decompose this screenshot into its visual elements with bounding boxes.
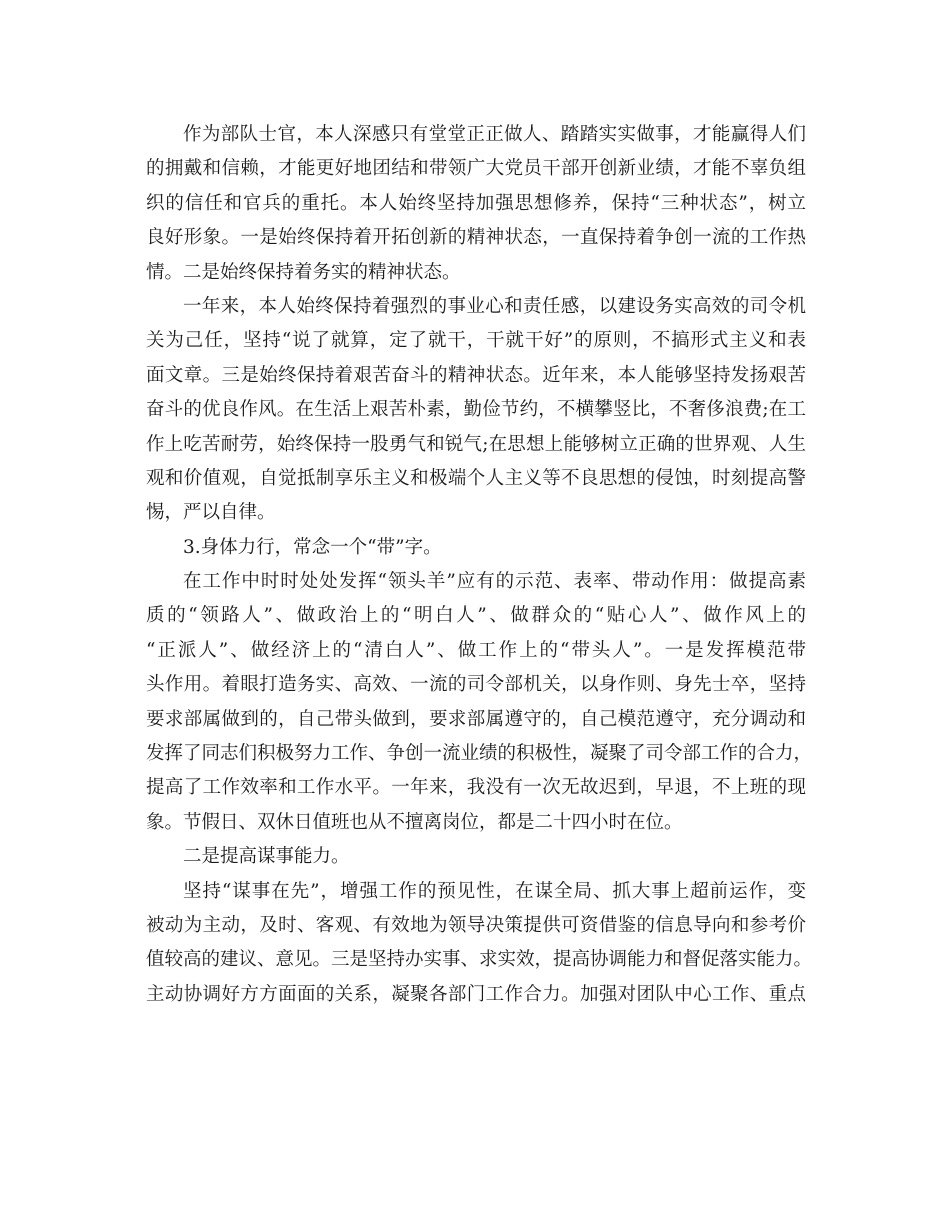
document-body [146,118,813,1012]
text-line: 的拥戴和信赖，才能更好地团结和带领广大党员干部开创新业绩，才能不辜负组 [146,158,806,180]
text-line: “正派人”、做经济上的“清白人”、做工作上的“带头人”。一是发挥模范带 [146,639,806,661]
text-line: 观和价值观，自觉抵制享乐主义和极端个人主义等不良思想的侵蚀，时刻提高警 [146,467,806,489]
text-line: 作上吃苦耐劳，始终保持一股勇气和锐气;在思想上能够树立正确的世界观、人生 [146,433,806,455]
text-line: 3.身体力行，常念一个“带”字。 [183,536,442,558]
text-line: 在工作中时时处处发挥“领头羊”应有的示范、表率、带动作用：做提高素 [183,571,806,593]
text-line: 质的“领路人”、做政治上的“明白人”、做群众的“贴心人”、做作风上的 [146,605,806,627]
text-line: 织的信任和官兵的重托。本人始终坚持加强思想修养，保持“三种状态”，树立 [146,192,806,214]
text-line: 一年来，本人始终保持着强烈的事业心和责任感，以建设务实高效的司令机 [183,295,806,317]
text-line: 值较高的建议、意见。三是坚持办实事、求实效，提高协调能力和督促落实能力。 [146,949,813,971]
text-line: 二是提高谋事能力。 [183,846,350,868]
text-line: 良好形象。一是始终保持着开拓创新的精神状态，一直保持着争创一流的工作热 [146,227,806,249]
text-line: 头作用。着眼打造务实、高效、一流的司令部机关，以身作则、身先士卒，坚持 [146,674,806,696]
text-line: 提高了工作效率和工作水平。一年来，我没有一次无故迟到，早退，不上班的现 [146,777,806,799]
text-line: 发挥了同志们积极努力工作、争创一流业绩的积极性，凝聚了司令部工作的合力， [146,743,813,765]
text-line: 主动协调好方方面面的关系，凝聚各部门工作合力。加强对团队中心工作、重点 [146,983,806,1005]
text-line: 情。二是始终保持着务实的精神状态。 [146,261,461,283]
text-line: 作为部队士官，本人深感只有堂堂正正做人、踏踏实实做事，才能赢得人们 [183,124,806,145]
text-line: 坚持“谋事在先”，增强工作的预见性，在谋全局、抓大事上超前运作，变 [183,880,806,902]
text-line: 要求部属做到的，自己带头做到，要求部属遵守的，自己模范遵守，充分调动和 [146,708,806,730]
text-line: 被动为主动，及时、客观、有效地为领导决策提供可资借鉴的信息导向和参考价 [146,914,806,936]
text-line: 面文章。三是始终保持着艰苦奋斗的精神状态。近年来，本人能够坚持发扬艰苦 [146,364,806,386]
text-line: 象。节假日、双休日值班也从不擅离岗位，都是二十四小时在位。 [146,811,683,833]
text-line: 奋斗的优良作风。在生活上艰苦朴素，勤俭节约，不横攀竖比，不奢侈浪费;在工 [146,399,806,421]
text-line: 惕，严以自律。 [146,502,276,524]
text-line: 关为己任，坚持“说了就算，定了就干，干就干好”的原则，不搞形式主义和表 [146,330,806,352]
